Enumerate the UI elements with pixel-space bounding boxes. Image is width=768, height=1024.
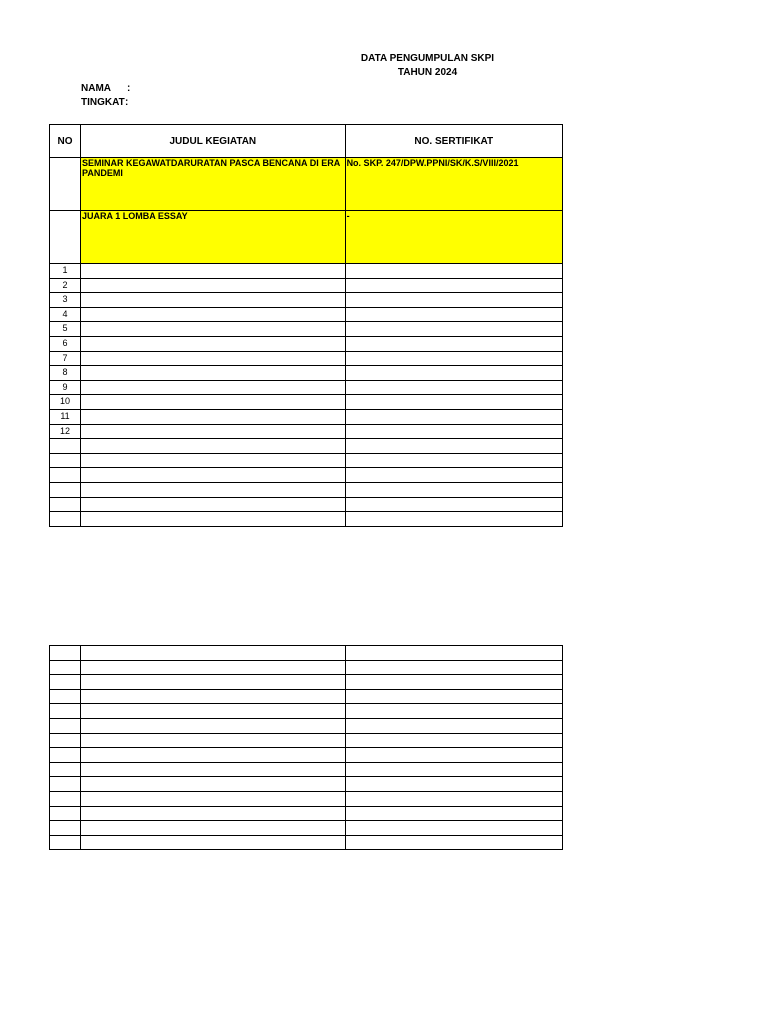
nama-field [81,83,130,94]
cell-no [50,791,81,806]
cell-no-sertifikat [345,380,562,395]
cell-no-sertifikat [345,366,562,381]
table-row [50,158,563,211]
cell-no-sertifikat [345,748,562,763]
tingkat-value: : [125,97,129,108]
document-title: DATA PENGUMPULAN SKPI [360,53,495,64]
table-row [50,660,563,675]
cell-no: 8 [50,366,81,381]
cell-no-sertifikat [345,395,562,410]
cell-judul-kegiatan [81,482,346,497]
cell-no [50,646,81,661]
cell-judul-kegiatan [81,733,346,748]
table-row [50,211,563,264]
cell-no [50,660,81,675]
cell-no-sertifikat [345,336,562,351]
cell-no: 12 [50,424,81,439]
table-row [50,733,563,748]
cell-judul-kegiatan [81,762,346,777]
cell-judul-kegiatan [81,453,346,468]
cell-judul-kegiatan: SEMINAR KEGAWATDARURATAN PASCA BENCANA DI ERA PANDEMI [81,158,346,211]
cell-no-sertifikat [345,351,562,366]
table-row [50,293,563,308]
table-row [50,395,563,410]
table-row [50,704,563,719]
cell-no-sertifikat [345,453,562,468]
column-header-sertifikat: NO. SERTIFIKAT [345,125,562,158]
cell-no-sertifikat [345,660,562,675]
cell-no: 11 [50,409,81,424]
cell-no [50,497,81,512]
cell-no [50,733,81,748]
cell-no-sertifikat: No. SKP. 247/DPW.PPNI/SK/K.S/VIII/2021 [345,158,562,211]
table-row [50,322,563,337]
cell-judul-kegiatan [81,380,346,395]
document-subtitle: TAHUN 2024 [397,67,458,78]
cell-no-sertifikat [345,835,562,850]
cell-judul-kegiatan [81,675,346,690]
cell-no [50,806,81,821]
table-row [50,512,563,527]
column-header-no: NO [50,125,81,158]
cell-judul-kegiatan [81,748,346,763]
cell-judul-kegiatan [81,660,346,675]
cell-judul-kegiatan [81,264,346,279]
tingkat-field [81,97,128,108]
cell-no-sertifikat: - [345,211,562,264]
cell-judul-kegiatan [81,689,346,704]
cell-no-sertifikat [345,806,562,821]
cell-no [50,835,81,850]
cell-no-sertifikat [345,482,562,497]
cell-no: 6 [50,336,81,351]
table-row [50,278,563,293]
cell-no: 3 [50,293,81,308]
cell-judul-kegiatan [81,351,346,366]
cell-no-sertifikat [345,439,562,454]
cell-no-sertifikat [345,689,562,704]
cell-no [50,211,81,264]
cell-judul-kegiatan [81,395,346,410]
nama-label: NAMA [81,83,111,94]
table-row [50,762,563,777]
cell-no-sertifikat [345,307,562,322]
cell-no [50,777,81,792]
cell-judul-kegiatan: JUARA 1 LOMBA ESSAY [81,211,346,264]
cell-no [50,482,81,497]
cell-no-sertifikat [345,497,562,512]
cell-judul-kegiatan [81,806,346,821]
cell-no: 5 [50,322,81,337]
cell-no-sertifikat [345,675,562,690]
cell-no [50,158,81,211]
cell-no: 4 [50,307,81,322]
cell-no-sertifikat [345,646,562,661]
cell-no [50,453,81,468]
cell-judul-kegiatan [81,777,346,792]
cell-judul-kegiatan [81,439,346,454]
table-row [50,336,563,351]
column-header-judul: JUDUL KEGIATAN [81,125,346,158]
skpi-table [49,124,563,527]
table-row [50,482,563,497]
cell-no [50,762,81,777]
cell-no-sertifikat [345,762,562,777]
cell-no [50,675,81,690]
cell-no-sertifikat [345,264,562,279]
cell-no-sertifikat [345,718,562,733]
table-row [50,835,563,850]
table-row [50,307,563,322]
cell-judul-kegiatan [81,366,346,381]
table-row [50,366,563,381]
cell-no: 1 [50,264,81,279]
cell-no [50,468,81,483]
table-row [50,439,563,454]
cell-no-sertifikat [345,293,562,308]
cell-no [50,512,81,527]
cell-no: 2 [50,278,81,293]
table-row [50,718,563,733]
table-row [50,821,563,836]
cell-no [50,821,81,836]
table-row [50,791,563,806]
cell-no-sertifikat [345,821,562,836]
cell-judul-kegiatan [81,646,346,661]
cell-no-sertifikat [345,512,562,527]
table-row [50,689,563,704]
second-table [49,645,563,850]
cell-no-sertifikat [345,733,562,748]
table-row [50,351,563,366]
table-row [50,468,563,483]
table-row [50,264,563,279]
cell-no-sertifikat [345,424,562,439]
cell-no-sertifikat [345,278,562,293]
cell-judul-kegiatan [81,278,346,293]
cell-judul-kegiatan [81,835,346,850]
cell-judul-kegiatan [81,821,346,836]
table-row [50,806,563,821]
cell-judul-kegiatan [81,718,346,733]
table-row [50,777,563,792]
cell-no [50,704,81,719]
cell-no-sertifikat [345,409,562,424]
cell-no-sertifikat [345,468,562,483]
cell-no [50,689,81,704]
cell-no: 9 [50,380,81,395]
cell-judul-kegiatan [81,307,346,322]
cell-judul-kegiatan [81,512,346,527]
nama-value: : [127,83,131,94]
cell-no [50,718,81,733]
table-row [50,409,563,424]
cell-no-sertifikat [345,791,562,806]
cell-no: 10 [50,395,81,410]
cell-judul-kegiatan [81,322,346,337]
table-row [50,675,563,690]
tingkat-label: TINGKAT [81,97,125,108]
table-row [50,646,563,661]
table-header-row [50,125,563,158]
cell-no: 7 [50,351,81,366]
cell-judul-kegiatan [81,336,346,351]
table-row [50,424,563,439]
cell-no-sertifikat [345,322,562,337]
cell-judul-kegiatan [81,497,346,512]
table-row [50,380,563,395]
cell-judul-kegiatan [81,704,346,719]
table-row [50,748,563,763]
cell-no-sertifikat [345,777,562,792]
cell-judul-kegiatan [81,409,346,424]
cell-no [50,748,81,763]
cell-judul-kegiatan [81,293,346,308]
cell-judul-kegiatan [81,424,346,439]
cell-judul-kegiatan [81,791,346,806]
cell-judul-kegiatan [81,468,346,483]
cell-no-sertifikat [345,704,562,719]
cell-no [50,439,81,454]
table-row [50,497,563,512]
table-row [50,453,563,468]
